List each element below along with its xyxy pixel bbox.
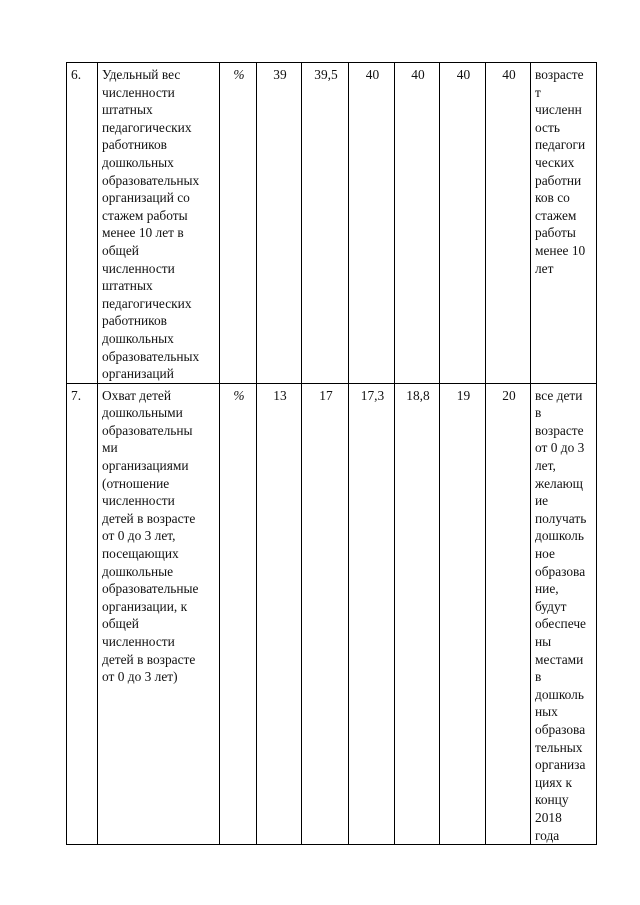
unit-cell: %: [220, 63, 257, 384]
unit-cell: %: [220, 383, 257, 844]
result-cell: все дети в возрасте от 0 до 3 лет, желающ ие получать дошколь ное образова ние, будут обеспече ны местами в дошколь ных образова тельных организа циях к концу 2018 года: [531, 383, 597, 844]
indicators-table: [66, 62, 597, 845]
table-row: [67, 383, 597, 844]
value-cell: 40: [486, 63, 531, 384]
result-cell: возрасте т численн ость педагоги ческих работни ков со стажем работы менее 10 лет: [531, 63, 597, 384]
row-number-cell: 6.: [67, 63, 98, 384]
value-cell: 40: [440, 63, 486, 384]
table-row: [67, 63, 597, 384]
value-cell: 17: [302, 383, 349, 844]
value-cell: 17,3: [349, 383, 395, 844]
indicator-cell: Охват детей дошкольными образовательны ми организациями (отношение численности детей в возрасте от 0 до 3 лет, посещающих дошкольные образовательные организации, к общей численности детей в возрасте от 0 до 3 лет): [98, 383, 220, 844]
value-cell: 18,8: [395, 383, 440, 844]
indicator-cell: Удельный вес численности штатных педагогических работников дошкольных образовательных организаций со стажем работы менее 10 лет в общей численности штатных педагогических работников дошкольных образовательных организаций: [98, 63, 220, 384]
value-cell: 19: [440, 383, 486, 844]
value-cell: 39,5: [302, 63, 349, 384]
value-cell: 40: [349, 63, 395, 384]
row-number-cell: 7.: [67, 383, 98, 844]
value-cell: 39: [257, 63, 302, 384]
value-cell: 20: [486, 383, 531, 844]
value-cell: 40: [395, 63, 440, 384]
value-cell: 13: [257, 383, 302, 844]
